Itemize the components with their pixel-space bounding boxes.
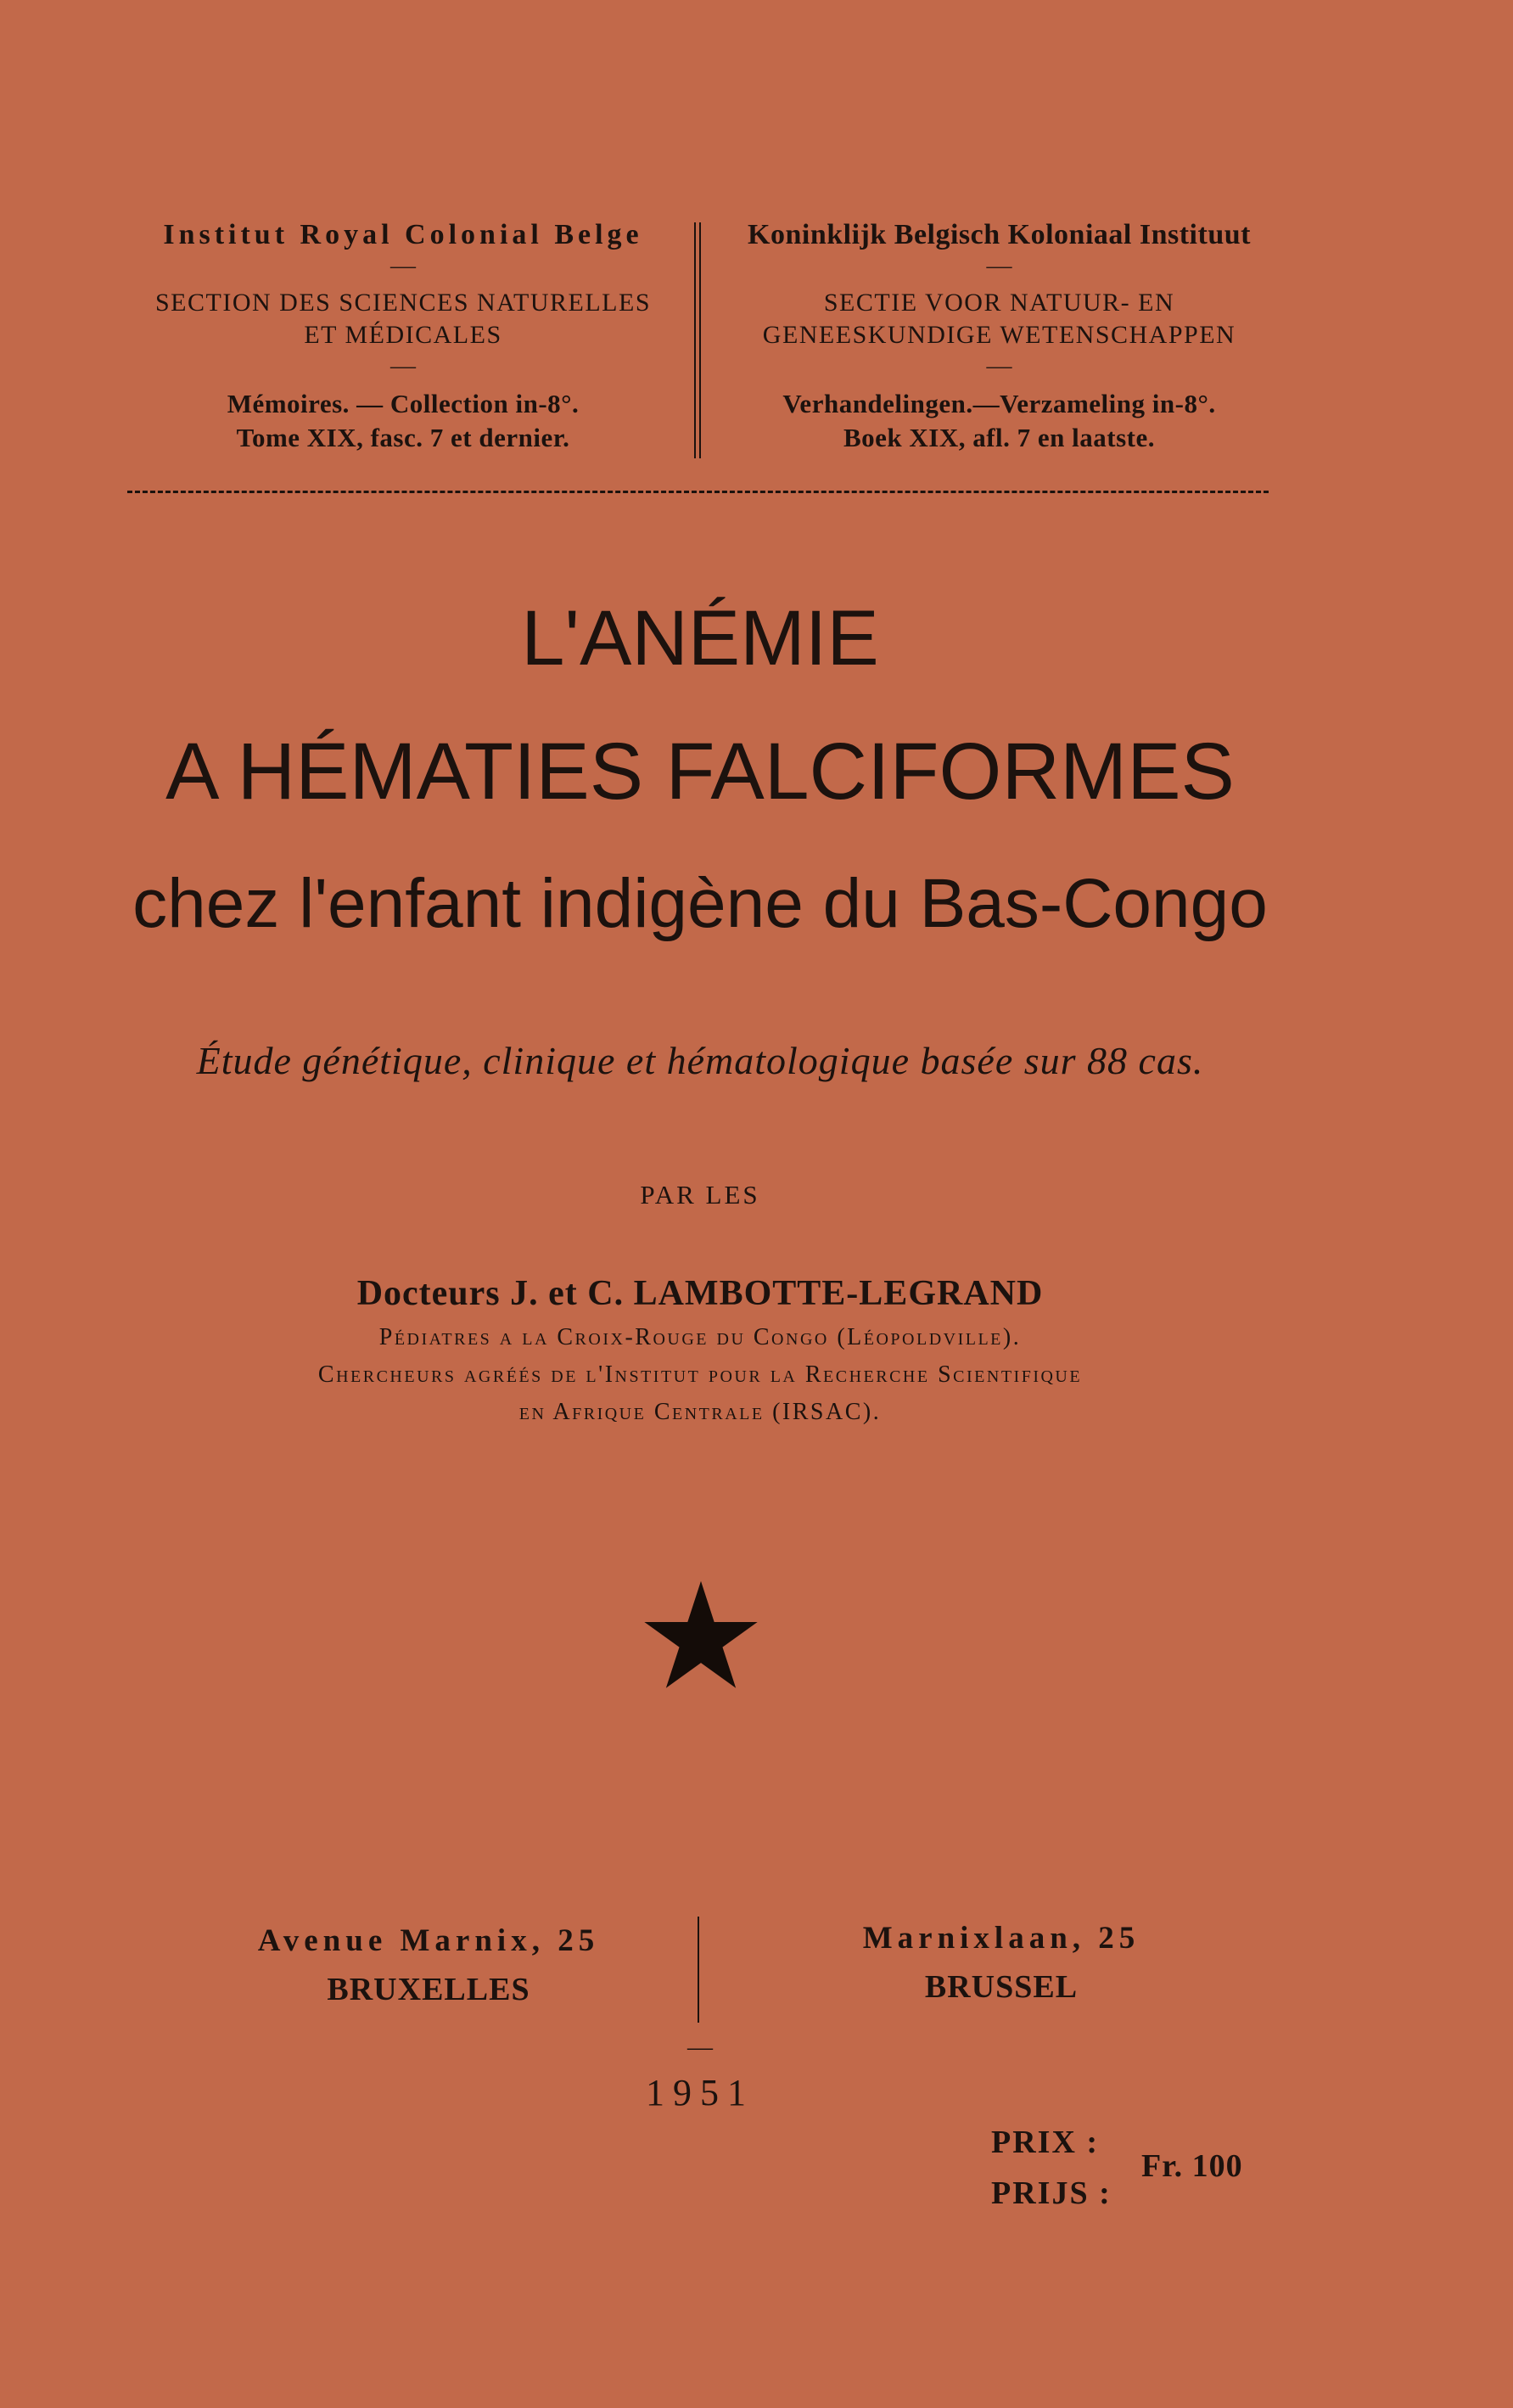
footer-dash: — <box>687 2033 713 2061</box>
header-separator-line <box>694 222 696 458</box>
section-line-1-fr: SECTION DES SCIENCES NATURELLES <box>154 289 652 317</box>
price: Fr. 100 <box>1141 2148 1243 2184</box>
header-right-column <box>713 219 1286 455</box>
par-les: PAR LES <box>640 1180 760 1210</box>
title-line-1: L'ANÉMIE <box>521 595 879 682</box>
affiliation-line-1: Pédiatres a la Croix-Rouge du Congo (Léopoldville). <box>378 1324 1022 1350</box>
star-icon <box>642 1579 760 1698</box>
prijs-label: PRIJS : <box>991 2175 1112 2211</box>
section-line-1-nl: SECTIE VOOR NATUUR- EN <box>823 289 1175 317</box>
city-fr: BRUXELLES <box>327 1972 530 2007</box>
collection-line-2-fr: Tome XIX, fasc. 7 et dernier. <box>236 423 570 452</box>
header-dash: — <box>986 251 1012 279</box>
affiliation-line-2: Chercheurs agréés de l'Institut pour la Recherche Scientifique <box>317 1361 1083 1388</box>
institute-name-nl: Koninklijk Belgisch Koloniaal Instituut <box>748 219 1251 250</box>
collection-line-1-nl: Verhandelingen.—Verzameling in-8°. <box>782 389 1216 418</box>
header-left-column <box>119 219 687 455</box>
subtitle: Étude génétique, clinique et hématologique basée sur 88 cas. <box>196 1039 1204 1082</box>
collection-line-1-fr: Mémoires. — Collection in-8°. <box>227 389 580 418</box>
title-line-3: chez l'enfant indigène du Bas-Congo <box>132 865 1268 942</box>
address-nl: Marnixlaan, 25 <box>862 1921 1140 1956</box>
header-dash: — <box>390 251 416 279</box>
footer-right-block <box>713 1920 1290 2006</box>
footer-separator-line <box>698 1917 699 2023</box>
header-rule <box>127 491 1269 493</box>
institute-name-fr: Institut Royal Colonial Belge <box>163 219 643 250</box>
header-dash: — <box>390 351 416 379</box>
title-line-2: A HÉMATIES FALCIFORMES <box>165 727 1235 817</box>
prix-label: PRIX : <box>991 2125 1100 2160</box>
section-line-2-nl: GENEESKUNDIGE WETENSCHAPPEN <box>762 321 1236 349</box>
collection-line-2-nl: Boek XIX, afl. 7 en laatste. <box>843 423 1156 452</box>
header-separator-line <box>699 222 701 458</box>
footer-left-block <box>161 1922 696 2008</box>
year: 1951 <box>646 2072 754 2113</box>
section-line-2-fr: ET MÉDICALES <box>304 321 502 349</box>
header-dash: — <box>986 351 1012 379</box>
city-nl: BRUSSEL <box>924 1969 1079 2005</box>
address-fr: Avenue Marnix, 25 <box>257 1923 600 1958</box>
authors: Docteurs J. et C. LAMBOTTE-LEGRAND <box>356 1274 1044 1313</box>
affiliation-line-3: en Afrique Centrale (IRSAC). <box>518 1399 882 1425</box>
